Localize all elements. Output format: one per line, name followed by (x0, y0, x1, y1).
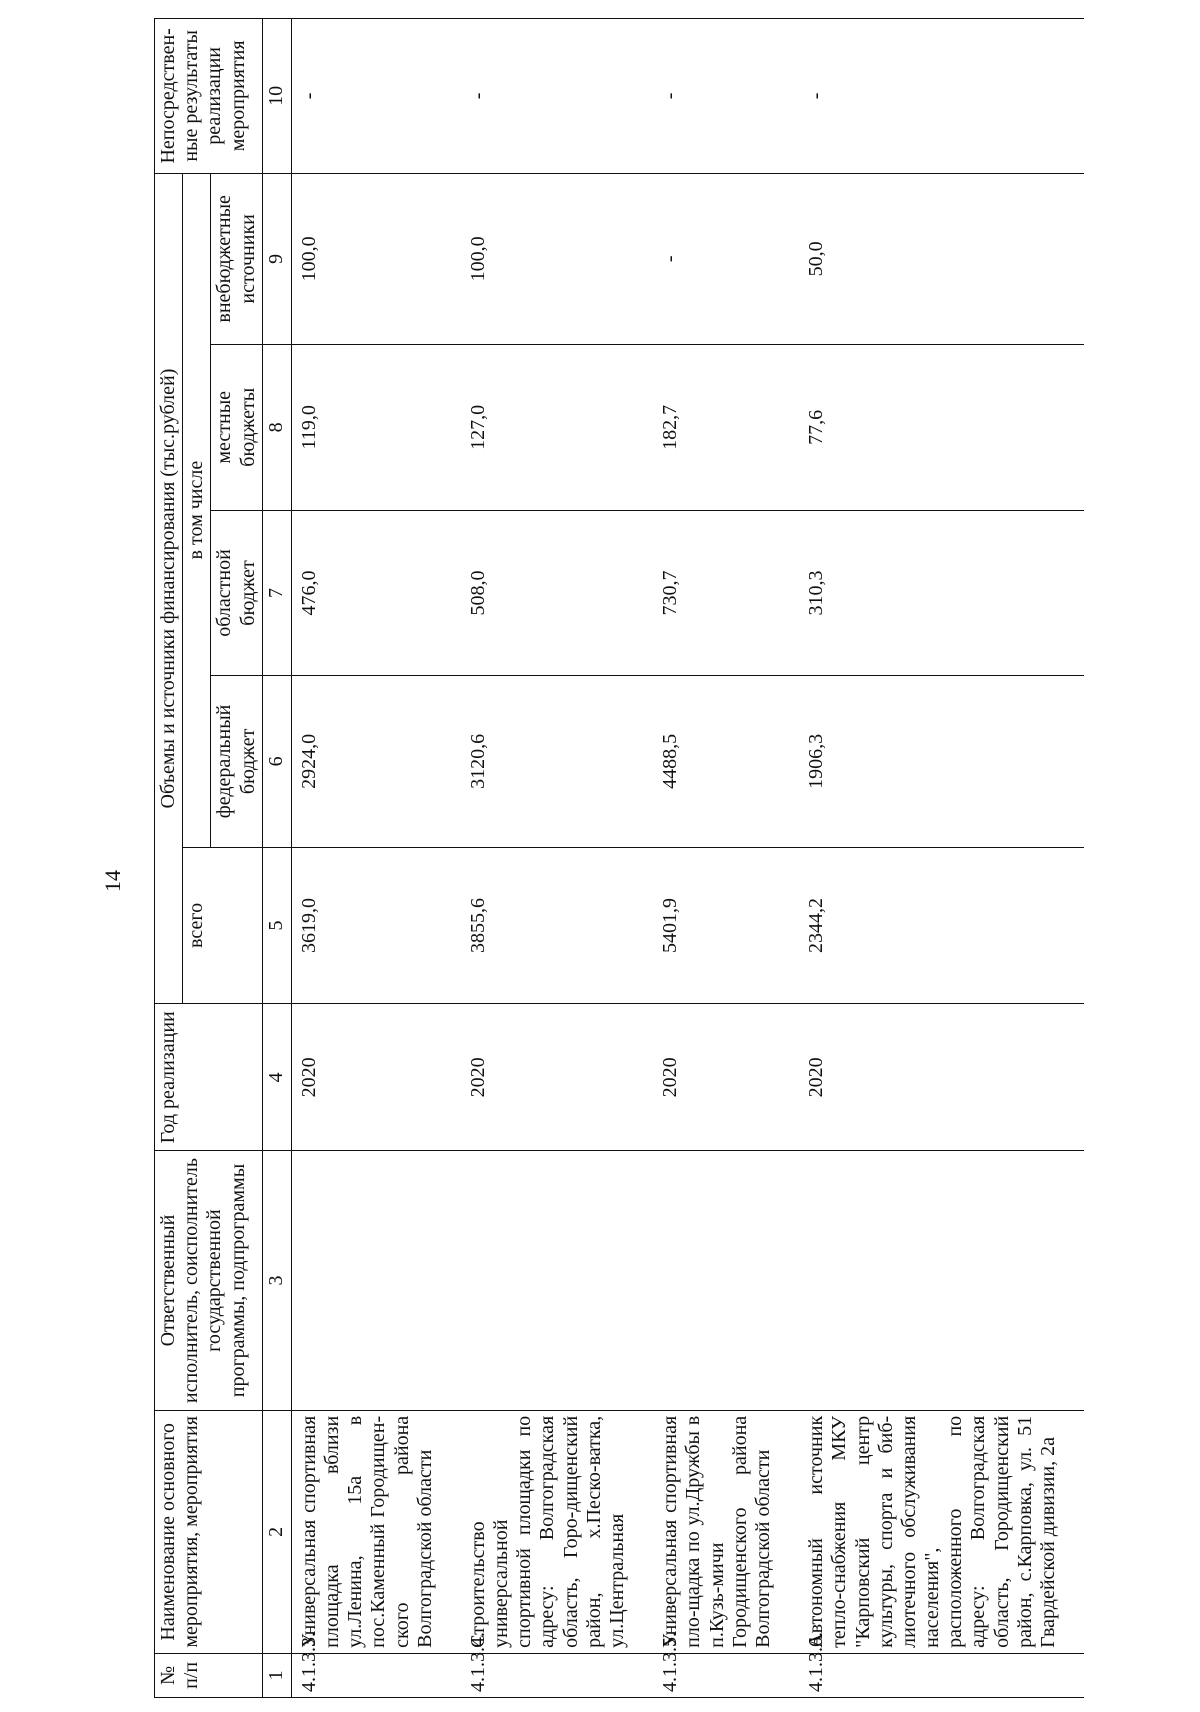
header-including: в том числе (183, 173, 211, 847)
row-year: 2020 (291, 1004, 461, 1151)
row-local: 119,0 (291, 344, 461, 510)
row-name: Универсальная спортивная пло-щадка по ул.Дружбы в п.Кузь-мичи Городищенского района Волгоградской области (653, 1410, 799, 1653)
row-total: 3619,0 (291, 847, 461, 1004)
row-executor (799, 1151, 1084, 1411)
header-year: Год реализации (155, 1004, 263, 1151)
header-results: Непосредствен-ные результаты реализации мероприятия (155, 19, 263, 174)
column-number-row (262, 19, 291, 1698)
column-number: 6 (262, 676, 291, 847)
row-result: - (653, 19, 799, 174)
column-number: 2 (262, 1410, 291, 1653)
row-federal: 1906,3 (799, 676, 1084, 847)
row-num: 4.1.3.6. (799, 1653, 1084, 1697)
row-extrabudget: - (653, 173, 799, 344)
header-regional: областной бюджет (211, 510, 262, 676)
row-local: 77,6 (799, 344, 1084, 510)
rotated-table-frame (154, 18, 1200, 1698)
row-regional: 476,0 (291, 510, 461, 676)
header-local: местные бюджеты (211, 344, 262, 510)
column-number: 4 (262, 1004, 291, 1151)
row-executor (461, 1151, 653, 1411)
header-executor: Ответственный исполнитель, соисполнитель государственной программы, подпрограммы (155, 1151, 263, 1411)
row-name: Строительство универсальной спортивной площадки по адресу: Волгоградская область, Горо-дищенский район, х.Песко-ватка, ул.Центральная (461, 1410, 653, 1653)
row-regional: 730,7 (653, 510, 799, 676)
column-number: 10 (262, 19, 291, 174)
table-row (799, 19, 1084, 1698)
row-result: - (291, 19, 461, 174)
row-executor (291, 1151, 461, 1411)
row-name: Универсальная спортивная площадка вблизи ул.Ленина, 15а в пос.Каменный Городищен-ского района Волгоградской области (291, 1410, 461, 1653)
table-row (291, 19, 461, 1698)
header-name: Наименование основного мероприятия, мероприятия (155, 1410, 263, 1653)
header-row-1 (155, 19, 183, 1698)
row-result: - (461, 19, 653, 174)
column-number: 9 (262, 173, 291, 344)
column-number: 5 (262, 847, 291, 1004)
row-result: - (799, 19, 1084, 174)
page-number: 14 (100, 870, 125, 892)
table-row (461, 19, 653, 1698)
header-federal: федеральный бюджет (211, 676, 262, 847)
row-num: 4.1.3.5. (653, 1653, 799, 1697)
row-total: 3855,6 (461, 847, 653, 1004)
row-extrabudget: 50,0 (799, 173, 1084, 344)
column-number: 3 (262, 1151, 291, 1411)
header-total: всего (183, 847, 263, 1004)
row-extrabudget: 100,0 (461, 173, 653, 344)
row-regional: 508,0 (461, 510, 653, 676)
header-extrabudget: внебюджетные источники (211, 173, 262, 344)
row-year: 2020 (653, 1004, 799, 1151)
funding-table (154, 18, 1084, 1698)
row-federal: 4488,5 (653, 676, 799, 847)
table-row (653, 19, 799, 1698)
row-name: Автономный источник тепло-снабжения МКУ "Карповский центр культуры, спорта и биб-лиотечного обслуживания населения", расположенного по адресу: Волгоградская область, Городищенский район, с.Карповка, ул. 51 Гвардейской дивизии, 2а (799, 1410, 1084, 1653)
header-num: № п/п (155, 1653, 263, 1697)
row-federal: 3120,6 (461, 676, 653, 847)
row-extrabudget: 100,0 (291, 173, 461, 344)
row-num: 4.1.3.4. (461, 1653, 653, 1697)
row-total: 5401,9 (653, 847, 799, 1004)
row-year: 2020 (461, 1004, 653, 1151)
row-regional: 310,3 (799, 510, 1084, 676)
row-total: 2344,2 (799, 847, 1084, 1004)
header-funding-group: Объемы и источники финансирования (тыс.рублей) (155, 173, 183, 1004)
row-local: 127,0 (461, 344, 653, 510)
row-executor (653, 1151, 799, 1411)
column-number: 8 (262, 344, 291, 510)
column-number: 1 (262, 1653, 291, 1697)
column-number: 7 (262, 510, 291, 676)
row-local: 182,7 (653, 344, 799, 510)
row-year: 2020 (799, 1004, 1084, 1151)
row-num: 4.1.3.3. (291, 1653, 461, 1697)
row-federal: 2924,0 (291, 676, 461, 847)
